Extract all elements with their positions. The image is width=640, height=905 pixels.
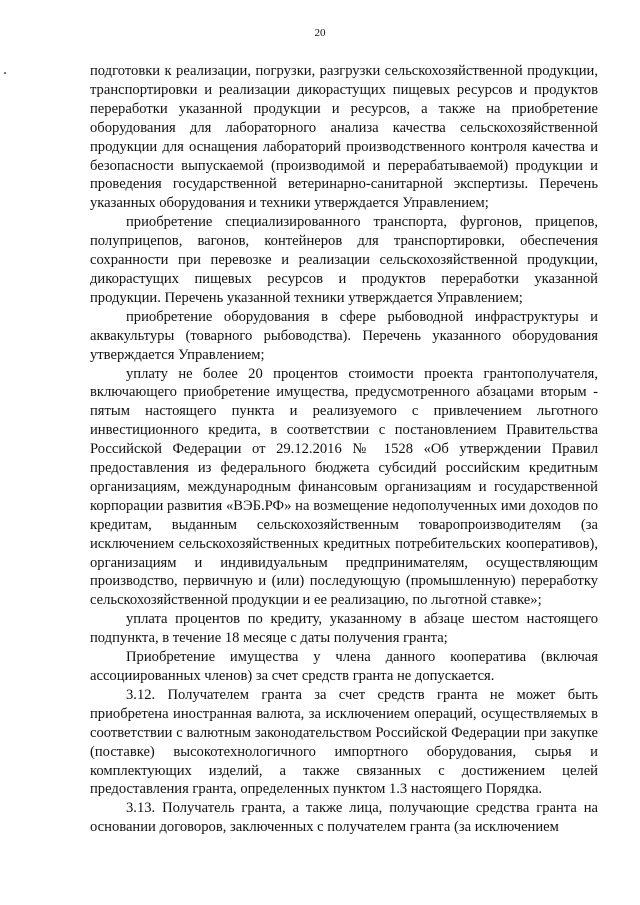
paragraph-loan-interest: уплата процентов по кредиту, указанному в абзаце шестом настоящего подпункта, в течение 18 месяце с даты получения гранта;	[90, 611, 598, 647]
page-number: 20	[314, 27, 326, 39]
paragraph-clause-3-12: 3.12. Получателем гранта за счет средств гранта не может быть приобретена иностранная валюта, за исключением операций, осуществляемых в соответствии с валютным законодательством Российской Федерации при закупке (поставке) высокотехнологичного импортного оборудования, сырья и комплектующих изделий, а также связанных с достижением целей предоставления гранта, определенных пунктом 1.3 настоящего Порядка.	[90, 686, 598, 798]
paragraph-clause-3-13: 3.13. Получатель гранта, а также лица, получающие средства гранта на основании договоров, заключенных с получателем гранта (за исключением	[90, 800, 598, 836]
paragraph-transport-purchase: приобретение специализированного транспорта, фургонов, прицепов, полуприцепов, вагонов, контейнеров для транспортировки, обеспечения сохранности при перевозке и реализации сельскохозяйственной продукции, дикорастущих пищевых ресурсов и продуктов переработки указанной продукции. Перечень указанной техники утверждается Управлением;	[90, 214, 598, 306]
scan-margin-mark	[4, 72, 6, 74]
paragraph-fish-farming-equipment: приобретение оборудования в сфере рыбоводной инфраструктуры и аквакультуры (товарного рыбоводства). Перечень указанного оборудования утверждается Управлением;	[90, 308, 598, 363]
paragraph-member-property-restriction: Приобретение имущества у члена данного кооператива (включая ассоциированных членов) за счет средств гранта не допускается.	[90, 649, 598, 684]
document-body	[90, 62, 598, 837]
paragraph-equipment-continuation: подготовки к реализации, погрузки, разгрузки сельскохозяйственной продукции, транспортировки и реализации дикорастущих пищевых ресурсов и продуктов переработки указанной продукции и ресурсов, а также на приобретение оборудования для лабораторного анализа качества сельскохозяйственной продукции для оснащения лабораторий производственного контроля качества и безопасности выпускаемой (производимой и перерабатываемой) продукции и проведения государственной ветеринарно-санитарной экспертизы. Перечень указанных оборудования и техники утверждается Управлением;	[90, 63, 598, 212]
paragraph-project-cost-payment: уплату не более 20 процентов стоимости проекта грантополучателя, включающего приобретение имущества, предусмотренного абзацами вторым - пятым настоящего пункта и реализуемого с привлечением льготного инвестиционного кредита, в соответствии с постановлением Правительства Российской Федерации от 29.12.2016 № 1528 «Об утверждении Правил предоставления из федерального бюджета субсидий российским кредитным организациям, международным финансовым организациям и государственной корпорации развития «ВЭБ.РФ» на возмещение недополученных ими доходов по кредитам, выданным сельскохозяйственным товаропроизводителям (за исключением сельскохозяйственных кредитных потребительских кооперативов), организациям и индивидуальным предпринимателям, осуществляющим производство, первичную и (или) последующую (промышленную) переработку сельскохозяйственной продукции и ее реализацию, по льготной ставке»;	[90, 365, 598, 609]
